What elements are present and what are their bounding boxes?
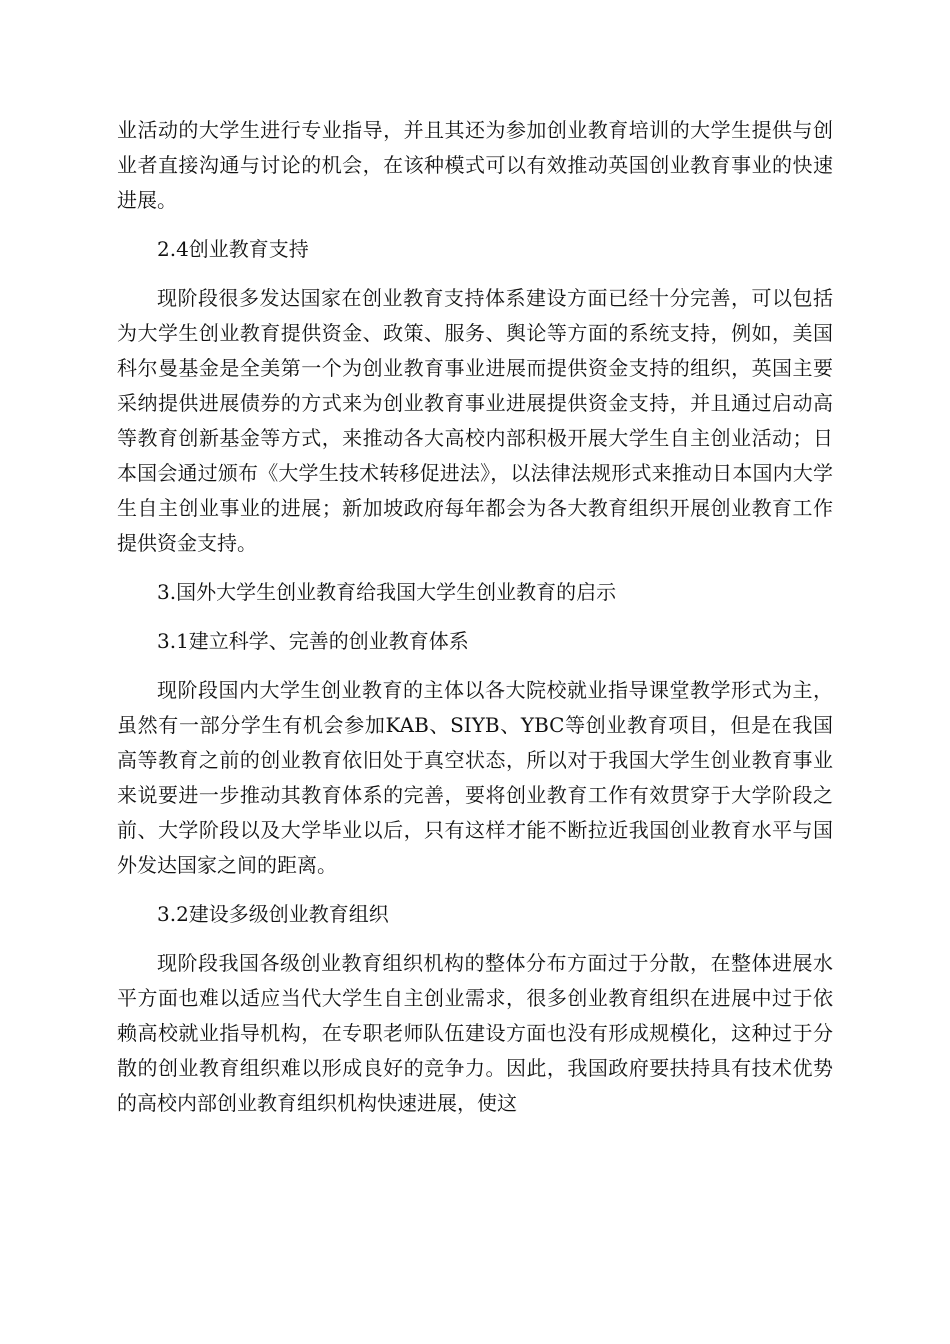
paragraph-domestic-education-system: 现阶段国内大学生创业教育的主体以各大院校就业指导课堂教学形式为主，虽然有一部分学生有机会参加KAB、SIYB、YBC等创业教育项目，但是在我国高等教育之前的创业教育依旧处于真空状态，所以对于我国大学生创业教育事业来说要进一步推动其教育体系的完善，要将创业教育工作有效贯穿于大学阶段之前、大学阶段以及大学毕业以后，只有这样才能不断拉近我国创业教育水平与国外发达国家之间的距离。 — [117, 678, 833, 877]
paragraph-developed-countries-support: 现阶段很多发达国家在创业教育支持体系建设方面已经十分完善，可以包括为大学生创业教育提供资金、政策、服务、舆论等方面的系统支持，例如，美国科尔曼基金是全美第一个为创业教育事业进展而提供资金支持的组织，英国主要采纳提供进展债券的方式来为创业教育事业进展提供资金支持，并且通过启动高等教育创新基金等方式，来推动各大高校内部积极开展大学生自主创业活动；日本国会通过颁布《大学生技术转移促进法》，以法律法规形式来推动日本国内大学生自主创业事业的进展；新加坡政府每年都会为各大教育组织开展创业教育工作提供资金支持。 — [117, 286, 833, 555]
heading-3-2-organizations: 3.2建设多级创业教育组织 — [157, 902, 389, 926]
heading-3-1-system: 3.1建立科学、完善的创业教育体系 — [157, 629, 469, 653]
paragraph-uk-guidance-continued: 业活动的大学生进行专业指导，并且其还为参加创业教育培训的大学生提供与创业者直接沟通与讨论的机会，在该种模式可以有效推动英国创业教育事业的快速进展。 — [117, 118, 833, 212]
paragraph-multi-level-organizations: 现阶段我国各级创业教育组织机构的整体分布方面过于分散，在整体进展水平方面也难以适应当代大学生自主创业需求，很多创业教育组织在进展中过于依赖高校就业指导机构，在专职老师队伍建设方面也没有形成规模化，这种过于分散的创业教育组织难以形成良好的竞争力。因此，我国政府要扶持具有技术优势的高校内部创业教育组织机构快速进展，使这 — [117, 951, 833, 1115]
heading-3-implications: 3.国外大学生创业教育给我国大学生创业教育的启示 — [157, 580, 617, 604]
document-page — [117, 113, 833, 1135]
heading-2-4-support: 2.4创业教育支持 — [157, 237, 309, 261]
